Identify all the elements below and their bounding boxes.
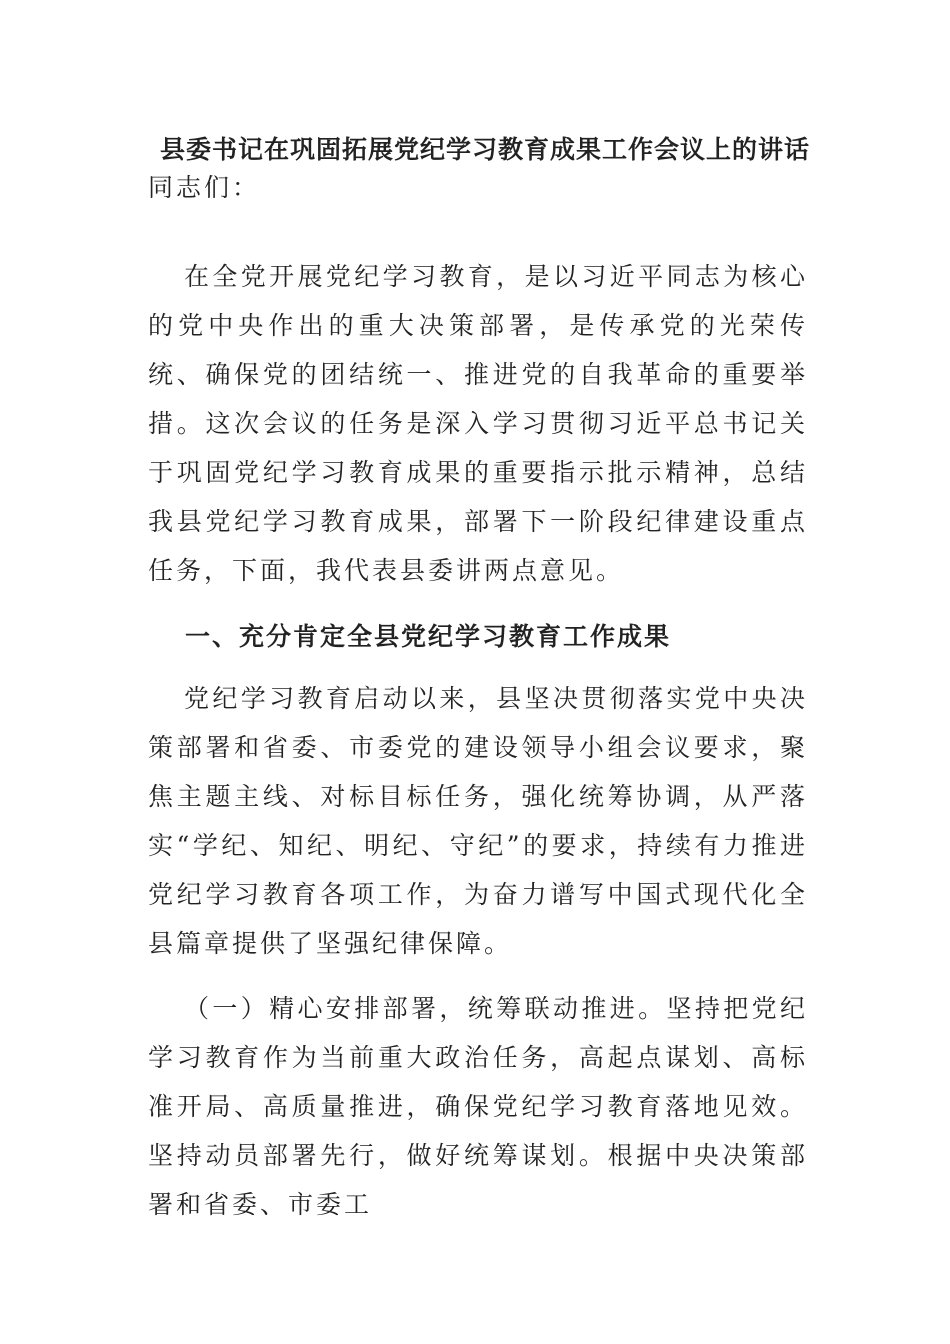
- paragraph-subsection-one: （一）精心安排部署，统筹联动推进。坚持把党纪学习教育作为当前重大政治任务，高起点谋划、高标准开局、高质量推进，确保党纪学习教育落地见效。坚持动员部署先行，做好统筹谋划。根据中央决策部署和省委、市委工: [148, 994, 808, 1219]
- paragraph-intro: 在全党开展党纪学习教育，是以习近平同志为核心的党中央作出的重大决策部署，是传承党的光荣传统、确保党的团结统一、推进党的自我革命的重要举措。这次会议的任务是深入学习贯彻习近平总书记关于巩固党纪学习教育成果的重要指示批示精神，总结我县党纪学习教育成果，部署下一阶段纪律建设重点任务，下面，我代表县委讲两点意见。: [148, 262, 808, 585]
- salutation: 同志们：: [148, 173, 261, 202]
- document-title: 县委书记在巩固拓展党纪学习教育成果工作会议上的讲话: [160, 135, 811, 164]
- paragraph-achievements: 党纪学习教育启动以来，县坚决贯彻落实党中央决策部署和省委、市委党的建设领导小组会议要求，聚焦主题主线、对标目标任务，强化统筹协调，从严落实“学纪、知纪、明纪、守纪”的要求，持续有力推进党纪学习教育各项工作，为奋力谱写中国式现代化全县篇章提供了坚强纪律保障。: [148, 684, 808, 958]
- section-heading: 一、充分肯定全县党纪学习教育工作成果: [185, 622, 672, 651]
